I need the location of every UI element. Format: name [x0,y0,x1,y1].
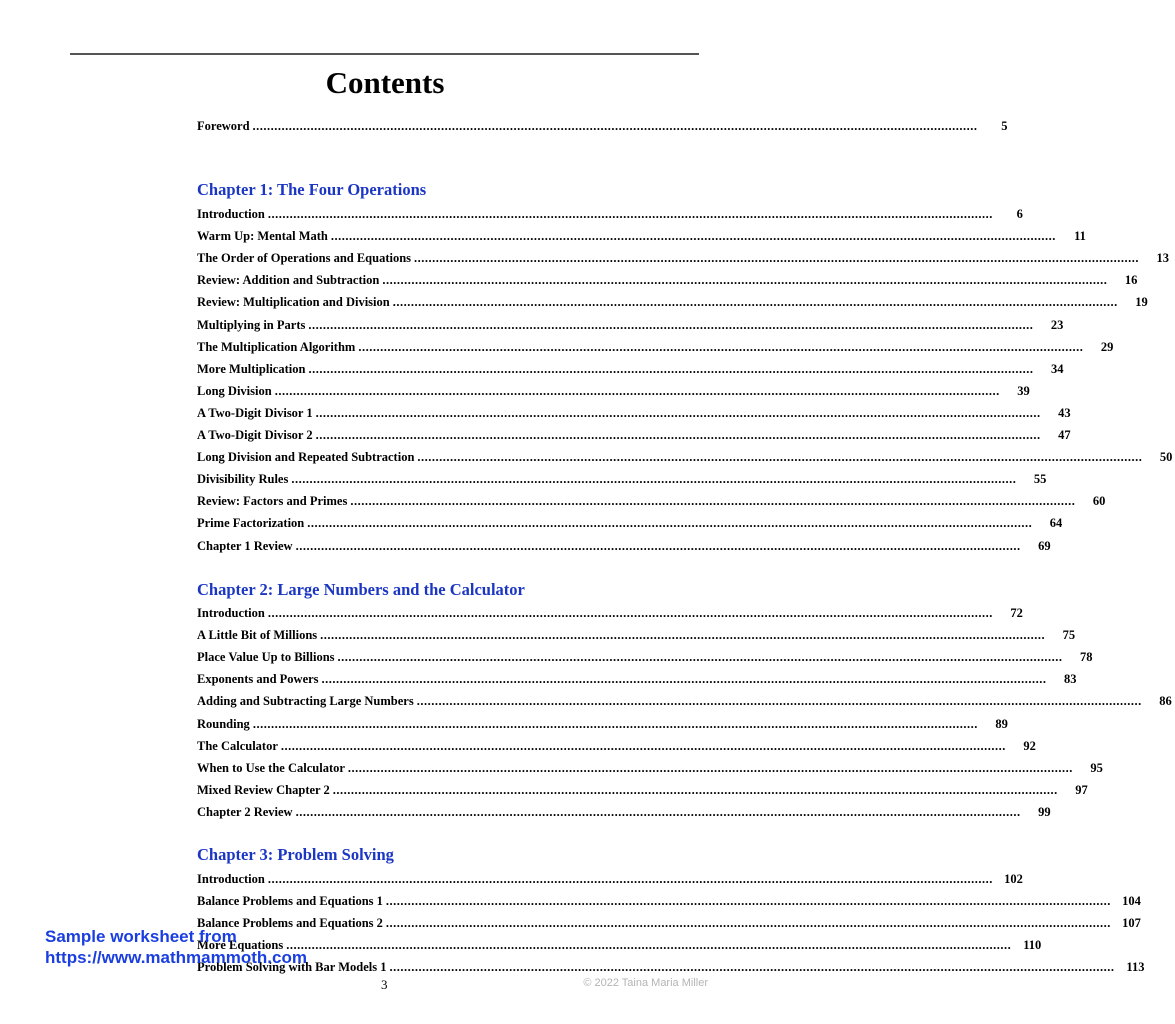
toc-entry-label: Mixed Review Chapter 2 [197,783,330,797]
dot-leader: ........................................................................................................................................................................................................ [308,362,1034,376]
toc-entry-page: 5 [1001,119,1008,133]
toc-entry-label: Place Value Up to Billions [197,650,335,664]
toc-entry-label: Balance Problems and Equations 2 [197,916,383,930]
toc-entry[interactable] [197,315,1064,335]
toc-entry-page: 16 [1124,273,1138,287]
toc-entry-page: 95 [1090,761,1103,775]
toc-entry[interactable] [197,513,1063,533]
copyright-notice: © 2022 Taina Maria Miller [583,977,708,989]
toc-entry-page: 102 [1004,872,1023,886]
dot-leader: ........................................................................................................................................................................................................ [315,428,1041,442]
dot-leader: ........................................................................................................................................................................................................ [416,694,1142,708]
top-rule [70,53,699,55]
dot-leader: ........................................................................................................................................................................................................ [347,761,1073,775]
toc-entry[interactable] [197,736,1036,756]
toc-entry-label: A Two-Digit Divisor 1 [197,406,313,420]
toc-entry-page: 99 [1038,805,1051,819]
toc-entry-page: 47 [1058,428,1071,442]
toc-entry-page: 92 [1023,739,1036,753]
toc-entry-label: Review: Multiplication and Division [197,295,390,309]
toc-entry[interactable] [197,469,1047,489]
toc-entry-page: 60 [1092,494,1106,508]
toc-entry-foreword[interactable] [197,116,1008,136]
toc-entry-label: The Calculator [197,739,278,753]
toc-entry-page: 50 [1159,450,1173,464]
toc-entry-label: Problem Solving with Bar Models 1 [197,960,387,974]
toc-entry-page: 39 [1017,384,1030,398]
toc-entry[interactable] [197,359,1064,379]
toc-entry[interactable] [197,292,1148,312]
toc-entry-label: A Two-Digit Divisor 2 [197,428,313,442]
toc-entry[interactable] [197,270,1138,290]
toc-entry[interactable] [197,802,1051,822]
dot-leader: ........................................................................................................................................................................................................ [385,916,1111,930]
dot-leader: ........................................................................................................................................................................................................ [291,472,1017,486]
toc-entry-page: 89 [995,717,1008,731]
dot-leader: ........................................................................................................................................................................................................ [295,805,1021,819]
toc-entry[interactable] [197,536,1051,556]
toc-entry-label: Balance Problems and Equations 1 [197,894,383,908]
dot-leader: ........................................................................................................................................................................................................ [267,606,993,620]
toc-entry-page: 64 [1049,516,1063,530]
dot-leader: ........................................................................................................................................................................................................ [267,872,993,886]
toc-entry[interactable] [197,603,1023,623]
toc-entry-label: Review: Addition and Subtraction [197,273,380,287]
dot-leader: ........................................................................................................................................................................................................ [337,650,1063,664]
toc-entry-page: 34 [1050,362,1064,376]
dot-leader: ........................................................................................................................................................................................................ [392,295,1118,309]
toc-entry-label: Chapter 1 Review [197,539,293,553]
toc-entry[interactable] [197,647,1093,667]
dot-leader: ........................................................................................................................................................................................................ [382,273,1108,287]
dot-leader: ........................................................................................................................................................................................................ [350,494,1076,508]
dot-leader: ........................................................................................................................................................................................................ [414,251,1140,265]
toc-entry-page: 113 [1126,960,1145,974]
toc-entry[interactable] [197,226,1086,246]
toc-entry-label: Multiplying in Parts [197,318,306,332]
dot-leader: ........................................................................................................................................................................................................ [267,207,993,221]
toc-entry[interactable] [197,869,1023,889]
dot-leader: ........................................................................................................................................................................................................ [315,406,1041,420]
toc-entry[interactable] [197,714,1008,734]
toc-entry-page: 107 [1122,916,1141,930]
toc-entry-page: 86 [1159,694,1172,708]
toc-entry-page: 11 [1074,229,1086,243]
dot-leader: ........................................................................................................................................................................................................ [320,628,1046,642]
toc-entry-label: Long Division [197,384,272,398]
toc-entry-label: A Little Bit of Millions [197,628,318,642]
toc-entry[interactable] [197,780,1088,800]
watermark-url[interactable]: https://www.mathmammoth.com [45,948,307,967]
dot-leader: ........................................................................................................................................................................................................ [332,783,1058,797]
toc-entry-page: 97 [1075,783,1088,797]
toc-entry-page: 110 [1023,938,1042,952]
toc-entry-label: Exponents and Powers [197,672,319,686]
page-title: Contents [325,65,445,100]
chapter-heading[interactable]: Chapter 2: Large Numbers and the Calculator [197,580,525,599]
toc-entry-label: Prime Factorization [197,516,305,530]
dot-leader: ........................................................................................................................................................................................................ [252,119,978,133]
toc-entry-page: 78 [1080,650,1093,664]
dot-leader: ........................................................................................................................................................................................................ [286,938,1012,952]
toc-entry[interactable] [197,447,1173,467]
toc-entry-label: Introduction [197,606,265,620]
toc-entry-page: 83 [1064,672,1077,686]
toc-entry[interactable] [197,204,1023,224]
toc-entry[interactable] [197,248,1170,268]
dot-leader: ........................................................................................................................................................................................................ [385,894,1111,908]
toc-entry[interactable] [197,403,1071,423]
chapter-heading[interactable]: Chapter 3: Problem Solving [197,845,394,864]
dot-leader: ........................................................................................................................................................................................................ [252,717,978,731]
dot-leader: ........................................................................................................................................................................................................ [321,672,1047,686]
toc-entry[interactable] [197,381,1030,401]
toc-entry[interactable] [197,337,1114,357]
toc-entry-label: Warm Up: Mental Math [197,229,328,243]
toc-entry-label: The Order of Operations and Equations [197,251,412,265]
toc-entry-page: 72 [1010,606,1023,620]
dot-leader: ........................................................................................................................................................................................................ [417,450,1143,464]
dot-leader: ........................................................................................................................................................................................................ [308,318,1034,332]
toc-entry-label: Review: Factors and Primes [197,494,348,508]
toc-entry-page: 19 [1135,295,1148,309]
toc-entry-label: Divisibility Rules [197,472,289,486]
toc-entry-page: 55 [1033,472,1047,486]
toc-entry-label: Rounding [197,717,250,731]
toc-entry-page: 29 [1100,340,1114,354]
toc-entry[interactable] [197,691,1172,711]
dot-leader: ........................................................................................................................................................................................................ [307,516,1033,530]
toc-entry-label: Introduction [197,207,265,221]
dot-leader: ........................................................................................................................................................................................................ [295,539,1021,553]
toc-entry[interactable] [197,491,1106,511]
toc-entry-label: Introduction [197,872,265,886]
toc-entry-label: The Multiplication Algorithm [197,340,356,354]
toc-entry[interactable] [197,891,1141,911]
toc-entry-label: Long Division and Repeated Subtraction [197,450,415,464]
toc-entry[interactable] [197,625,1076,645]
chapter-heading[interactable]: Chapter 1: The Four Operations [197,180,427,199]
toc-entry[interactable] [197,425,1071,445]
watermark-line-1: Sample worksheet from [45,927,237,946]
toc-entry[interactable] [197,913,1141,933]
toc-entry-page: 6 [1016,207,1023,221]
toc-entry-page: 13 [1156,251,1170,265]
toc-entry-page: 23 [1050,318,1064,332]
dot-leader: ........................................................................................................................................................................................................ [274,384,1000,398]
dot-leader: ........................................................................................................................................................................................................ [330,229,1056,243]
dot-leader: ........................................................................................................................................................................................................ [280,739,1006,753]
toc-entry-label: More Equations [197,938,284,952]
toc-entry-page: 43 [1058,406,1071,420]
toc-entry-label: Adding and Subtracting Large Numbers [197,694,414,708]
page-number: 3 [381,977,388,992]
toc-entry-label: When to Use the Calculator [197,761,345,775]
toc-entry-label: Chapter 2 Review [197,805,293,819]
toc-entry-page: 75 [1062,628,1076,642]
dot-leader: ........................................................................................................................................................................................................ [389,960,1115,974]
toc-entry-page: 69 [1038,539,1051,553]
toc-entry-page: 104 [1122,894,1141,908]
toc-entry[interactable] [197,758,1103,778]
toc-entry[interactable] [197,669,1077,689]
dot-leader: ........................................................................................................................................................................................................ [358,340,1084,354]
toc-entry-label: Foreword [197,119,250,133]
toc-entry-label: More Multiplication [197,362,306,376]
